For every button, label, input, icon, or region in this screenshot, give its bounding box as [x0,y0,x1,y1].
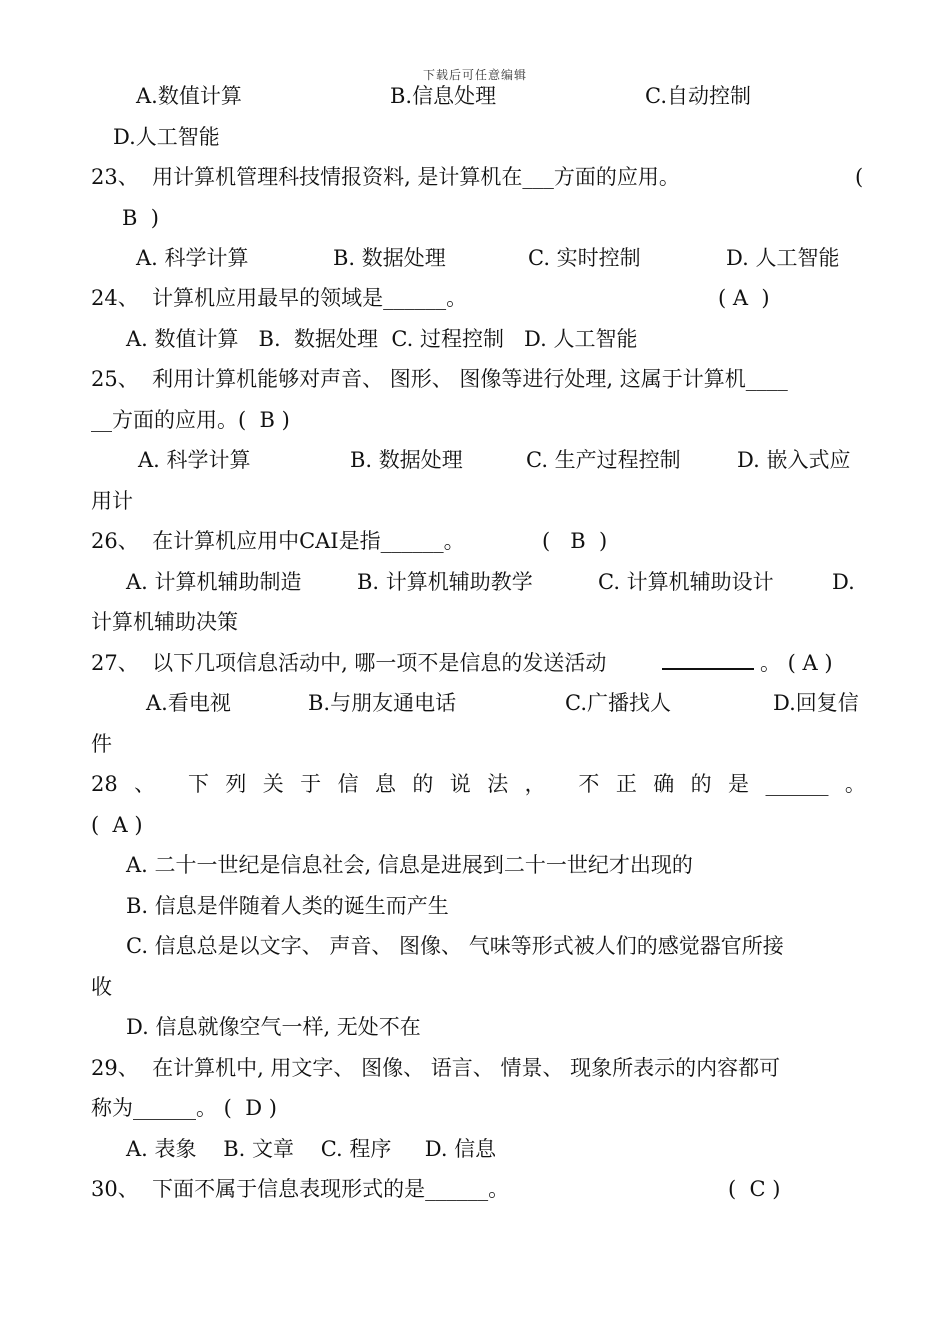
text-segment: ( A ) [718,286,770,310]
line-char: 、 [134,772,156,796]
text-line [0,201,950,235]
page-header: 下载后可任意编辑 [422,68,527,82]
text-segment: D.回复信 [773,691,859,715]
text-segment: 23、 用计算机管理科技情报资料, 是计算机在___方面的应用。 [91,165,680,189]
text-line [0,281,950,315]
text-line [0,160,950,194]
text-line [0,524,950,558]
text-segment: D. 信息就像空气一样, 无处不在 [126,1015,421,1039]
text-segment: 收 [91,975,112,999]
text-line [0,605,950,639]
text-segment: A. 计算机辅助制造 [126,570,302,594]
text-line [0,1172,950,1206]
text-segment: ( [855,165,864,189]
text-segment: 25、 利用计算机能够对声音、 图形、 图像等进行处理, 这属于计算机____ [91,367,788,391]
text-line [0,646,950,680]
text-segment: 计算机辅助决策 [91,610,238,634]
text-line [0,970,950,1004]
line-char: 。 [844,772,866,796]
text-segment: B. 数据处理 [350,448,463,472]
text-segment: B. 数据处理 [333,246,446,270]
text-segment: 29、 在计算机中, 用文字、 图像、 语言、 情景、 现象所表示的内容都可 [91,1056,781,1080]
text-line [0,808,950,842]
line-char: 不 [578,772,600,796]
text-segment: A.数值计算 [136,84,242,108]
line-char: 于 [300,772,322,796]
text-segment: B.信息处理 [390,84,497,108]
line-char: ______ [765,772,829,796]
text-segment: C.自动控制 [645,84,751,108]
line-char: 息 [374,772,396,796]
text-line [0,322,950,356]
text-segment: 24、 计算机应用最早的领域是______。 [91,286,468,310]
text-segment: B. 计算机辅助教学 [357,570,533,594]
text-segment: D.人工智能 [113,125,220,149]
text-segment: ( B ) [542,529,608,553]
text-segment: B.与朋友通电话 [308,691,457,715]
text-line [0,929,950,963]
text-segment: A. 表象 B. 文章 C. 程序 D. 信息 [126,1137,497,1161]
text-segment: ( C ) [728,1177,781,1201]
text-segment: 30、 下面不属于信息表现形式的是______。 [91,1177,510,1201]
text-line [0,565,950,599]
text-segment: 件 [91,732,112,756]
line-char: 的 [690,772,712,796]
line-char: 下 [187,772,209,796]
text-line [0,1051,950,1085]
text-line [0,241,950,275]
text-segment: C. 生产过程控制 [526,448,681,472]
line-char: 法 [487,772,509,796]
text-segment: A.看电视 [146,691,231,715]
line-char: 列 [225,772,247,796]
text-segment: ( A ) [91,813,143,837]
text-line [0,727,950,761]
text-segment: 用计 [91,489,133,513]
text-segment: D. 嵌入式应 [737,448,851,472]
text-line [0,120,950,154]
text-segment: D. 人工智能 [726,246,840,270]
text-line [0,767,950,801]
text-segment: A. 数值计算 B. 数据处理 C. 过程控制 D. 人工智能 [126,327,638,351]
text-segment: B ) [122,206,159,230]
line-char: 是 [728,772,750,796]
answer-blank [662,646,754,680]
text-segment: A. 二十一世纪是信息社会, 信息是进展到二十一世纪才出现的 [126,853,693,877]
text-segment: A. 科学计算 [136,246,249,270]
text-segment: __方面的应用。( B ) [91,408,290,432]
text-segment: C. 实时控制 [528,246,641,270]
text-line [0,889,950,923]
text-segment: B. 信息是伴随着人类的诞生而产生 [126,894,449,918]
text-line [0,484,950,518]
line-char: 正 [615,772,637,796]
blank-underline [662,646,754,670]
text-line [0,848,950,882]
line-char: 信 [337,772,359,796]
text-segment: C. 信息总是以文字、 声音、 图像、 气味等形式被人们的感觉器官所接 [126,934,784,958]
text-line [0,1132,950,1166]
line-char: 确 [653,772,675,796]
text-line [0,403,950,437]
text-line [0,686,950,720]
text-line [0,1091,950,1125]
line-char: ， [524,772,546,796]
text-segment: C. 计算机辅助设计 [598,570,774,594]
line-char: 关 [262,772,284,796]
text-segment: 称为______。 ( D ) [91,1096,277,1120]
text-segment: 。 ( A ) [760,651,833,675]
text-segment: C.广播找人 [565,691,671,715]
text-segment: D. [832,570,855,594]
text-line [0,443,950,477]
justified-line [91,767,866,801]
text-segment: A. 科学计算 [138,448,251,472]
line-char: 说 [449,772,471,796]
text-segment: 26、 在计算机应用中CAI是指______。 [91,529,465,553]
text-line [0,1010,950,1044]
text-line [0,79,950,113]
line-char: 的 [412,772,434,796]
text-segment: 27、 以下几项信息活动中, 哪一项不是信息的发送活动 [91,651,607,675]
line-char: 28 [91,772,118,796]
text-line [0,362,950,396]
